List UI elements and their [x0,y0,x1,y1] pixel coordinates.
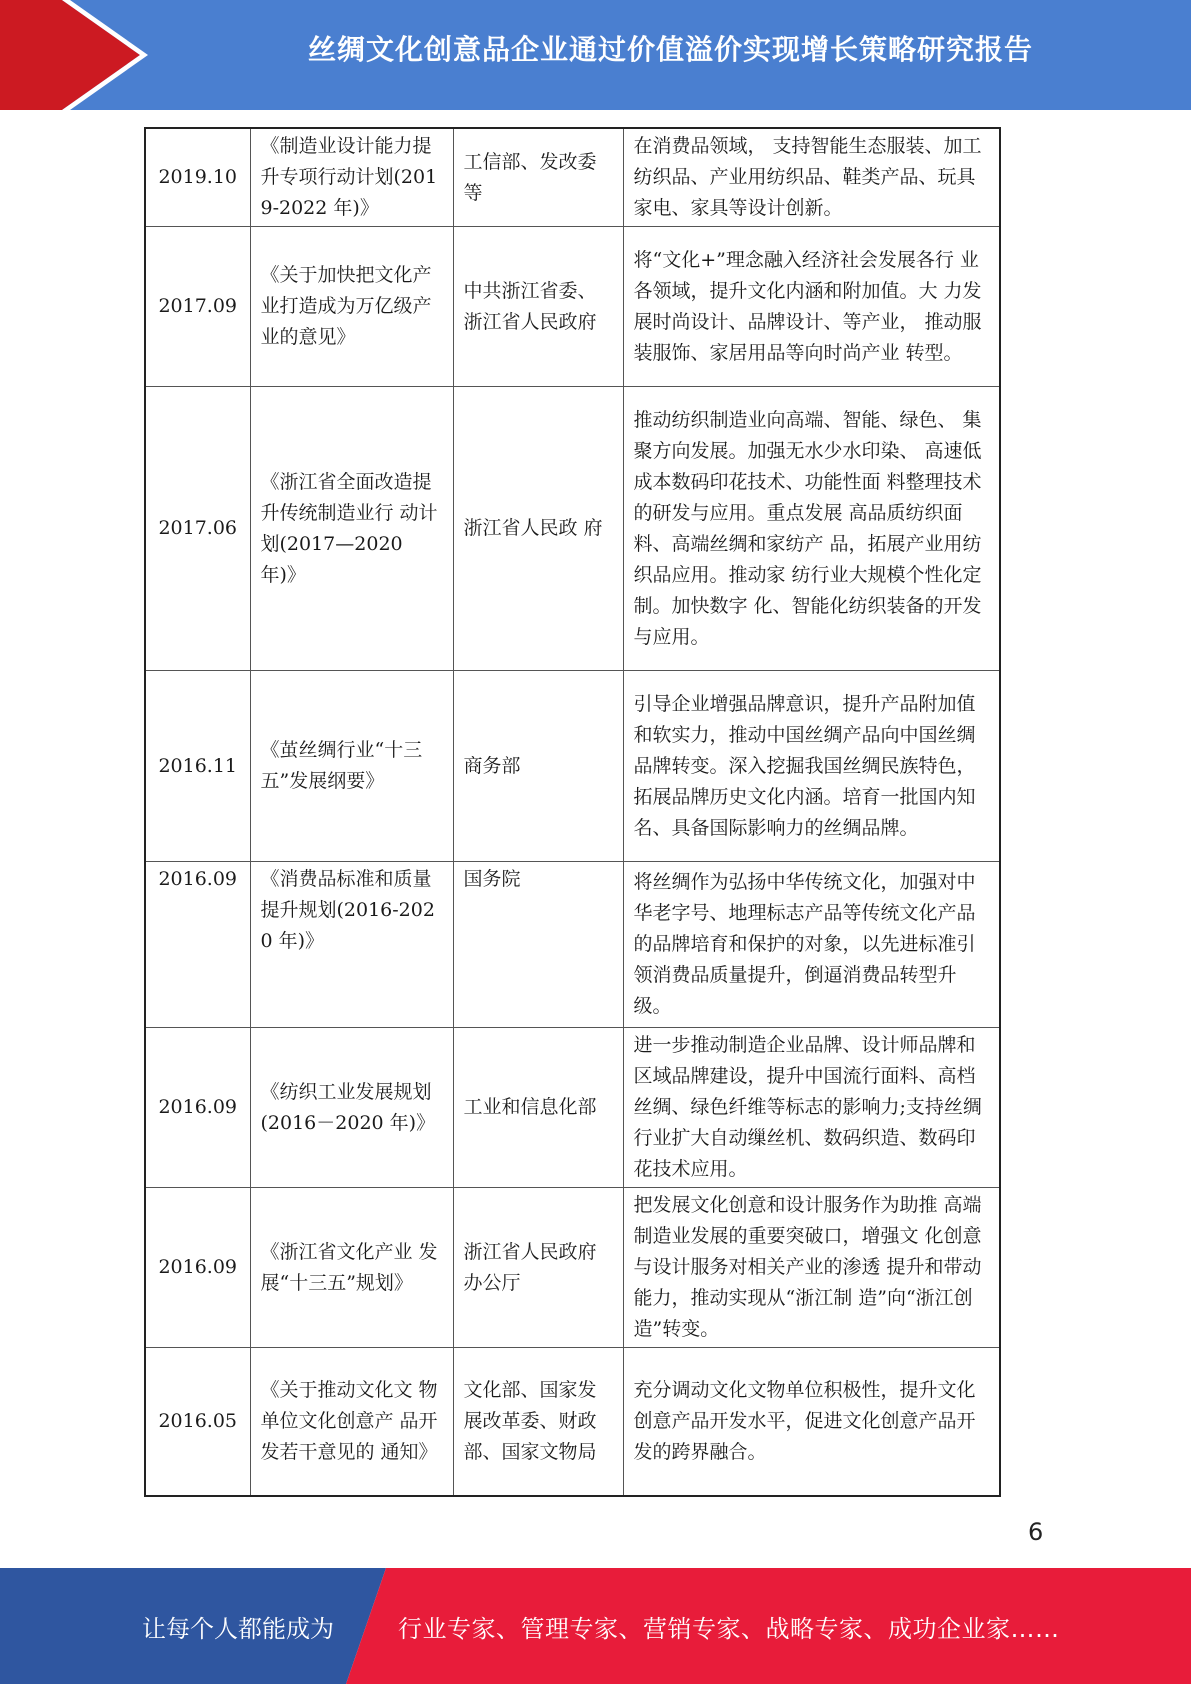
policy-name: 《纺织工业发展规划(2016－2020 年)》 [250,1028,453,1188]
policy-content: 将丝绸作为弘扬中华传统文化，加强对中华老字号、地理标志产品等传统文化产品的品牌培育和保护的对象，以先进标准引领消费品质量提升，倒逼消费品转型升级。 [623,862,1000,1028]
policy-date: 2017.09 [145,227,250,387]
table-row [145,1028,1000,1188]
policy-name: 《关于推动文化文 物单位文化创意产 品开发若干意见的 通知》 [250,1348,453,1496]
policy-name: 《关于加快把文化产业打造成为万亿级产业的意见》 [250,227,453,387]
table-row [145,227,1000,387]
policy-content: 引导企业增强品牌意识，提升产品附加值和软实力，推动中国丝绸产品向中国丝绸品牌转变。深入挖掘我国丝绸民族特色，拓展品牌历史文化内涵。培育一批国内知名、具备国际影响力的丝绸品牌。 [623,671,1000,862]
table-row [145,1348,1000,1496]
policy-content: 推动纺织制造业向高端、智能、绿色、 集聚方向发展。加强无水少水印染、 高速低成本数码印花技术、功能性面 料整理技术的研发与应用。重点发展 高品质纺织面料、高端丝绸和家纺产 品，拓展产业用纺织品应用。推动家 纺行业大规模个性化定制。加快数字 化、智能化纺织装备的开发与应用。 [623,387,1000,671]
policy-issuer: 中共浙江省委、浙江省人民政府 [453,227,623,387]
policy-content: 充分调动文化文物单位积极性，提升文化创意产品开发水平，促进文化创意产品开发的跨界融合。 [623,1348,1000,1496]
table-row [145,671,1000,862]
footer-slogan-roles: 行业专家、管理专家、营销专家、战略专家、成功企业家…… [398,1615,1060,1643]
policy-content: 进一步推动制造企业品牌、设计师品牌和区域品牌建设，提升中国流行面料、高档丝绸、绿色纤维等标志的影响力;支持丝绸行业扩大自动缫丝机、数码织造、数码印花技术应用。 [623,1028,1000,1188]
table-row [145,1188,1000,1348]
policy-issuer: 国务院 [453,862,623,1028]
policy-issuer: 工信部、发改委等 [453,128,623,227]
policy-name: 《浙江省全面改造提升传统制造业行 动计划(2017—2020 年)》 [250,387,453,671]
policy-date: 2016.11 [145,671,250,862]
policy-issuer: 工业和信息化部 [453,1028,623,1188]
policy-date: 2016.05 [145,1348,250,1496]
page-header [0,0,1191,110]
policy-name: 《茧丝绸行业“十三五”发展纲要》 [250,671,453,862]
page-number: 6 [1028,1518,1044,1546]
policy-name: 《制造业设计能力提升专项行动计划(2019-2022 年)》 [250,128,453,227]
table-row [145,128,1000,227]
policy-issuer: 浙江省人民政 府 [453,387,623,671]
policy-issuer: 商务部 [453,671,623,862]
policy-date: 2017.06 [145,387,250,671]
policy-date: 2016.09 [145,1188,250,1348]
table-row [145,387,1000,671]
policy-content: 把发展文化创意和设计服务作为助推 高端制造业发展的重要突破口，增强文 化创意与设计服务对相关产业的渗透 提升和带动能力，推动实现从“浙江制 造”向“浙江创造”转变。 [623,1188,1000,1348]
policy-date: 2019.10 [145,128,250,227]
policy-date: 2016.09 [145,1028,250,1188]
policy-table [144,127,1001,1497]
page-footer [0,1568,1191,1684]
footer-slogan-lead: 让每个人都能成为 [142,1615,334,1643]
policy-content: 将“文化+”理念融入经济社会发展各行 业各领域，提升文化内涵和附加值。大 力发展时尚设计、品牌设计、等产业， 推动服装服饰、家居用品等向时尚产业 转型。 [623,227,1000,387]
table-row [145,862,1000,1028]
report-title: 丝绸文化创意品企业通过价值溢价实现增长策略研究报告 [307,33,1033,66]
header-arrow-decoration [0,0,150,110]
policy-date: 2016.09 [145,862,250,1028]
policy-name: 《消费品标准和质量提升规划(2016-2020 年)》 [250,862,453,1028]
policy-content: 在消费品领域， 支持智能生态服装、加工纺织品、产业用纺织品、鞋类产品、玩具家电、家具等设计创新。 [623,128,1000,227]
policy-issuer: 浙江省人民政府 办公厅 [453,1188,623,1348]
policy-name: 《浙江省文化产业 发展“十三五”规划》 [250,1188,453,1348]
policy-issuer: 文化部、国家发 展改革委、财政 部、国家文物局 [453,1348,623,1496]
